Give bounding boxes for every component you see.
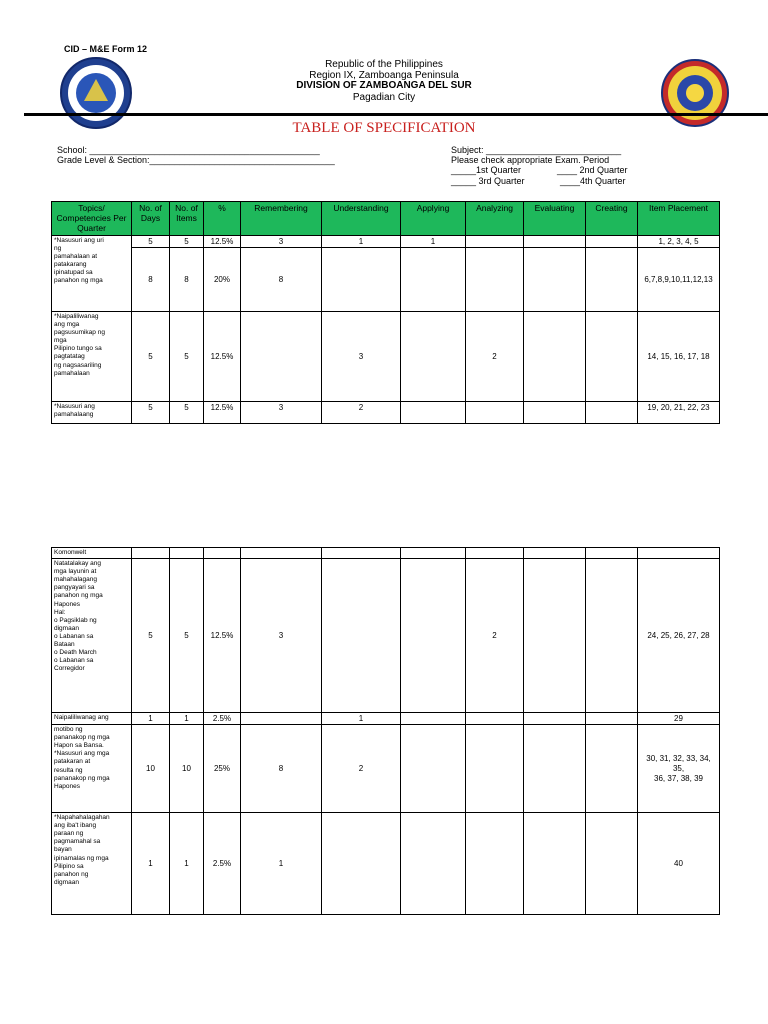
understanding-cell: 3 xyxy=(322,312,401,402)
header-city: Pagadian City xyxy=(352,92,416,103)
evaluating-cell xyxy=(524,548,586,559)
applying-cell: 1 xyxy=(401,236,466,248)
evaluating-cell xyxy=(524,559,586,713)
header-region: Region IX, Zamboanga Peninsula xyxy=(309,70,459,81)
placement-cell: 6,7,8,9,10,11,12,13 xyxy=(638,248,720,312)
days-cell: 8 xyxy=(132,248,170,312)
creating-cell xyxy=(586,402,638,424)
analyzing-cell xyxy=(466,402,524,424)
remembering-cell: 1 xyxy=(241,813,322,915)
col-analyzing: Analyzing xyxy=(466,202,524,236)
understanding-cell: 1 xyxy=(322,713,401,725)
days-cell: 5 xyxy=(132,559,170,713)
days-cell: 5 xyxy=(132,312,170,402)
analyzing-cell xyxy=(466,813,524,915)
topic-cell: motibo ng pananakop ng mga Hapon sa Bansa. *Nasusuri ang mga patakaran at resulta ng pananakop ng mga Hapones xyxy=(52,725,132,813)
analyzing-cell xyxy=(466,725,524,813)
analyzing-cell xyxy=(466,236,524,248)
applying-cell xyxy=(401,725,466,813)
items-cell xyxy=(170,548,204,559)
remembering-cell: 3 xyxy=(241,402,322,424)
table-row xyxy=(52,236,720,248)
items-cell: 5 xyxy=(170,236,204,248)
placement-cell: 30, 31, 32, 33, 34, 35, 36, 37, 38, 39 xyxy=(638,725,720,813)
placement-cell: 19, 20, 21, 22, 23 xyxy=(638,402,720,424)
school-field: School: ______________________________________________ xyxy=(57,145,320,155)
grade-section-field: Grade Level & Section:_____________________________________ xyxy=(57,155,335,165)
table-row xyxy=(52,559,720,713)
creating-cell xyxy=(586,236,638,248)
applying-cell xyxy=(401,248,466,312)
days-cell: 10 xyxy=(132,725,170,813)
table-row xyxy=(52,248,720,312)
table-row xyxy=(52,713,720,725)
header-divider xyxy=(24,113,768,116)
remembering-cell xyxy=(241,312,322,402)
page-title: TABLE OF SPECIFICATION xyxy=(292,120,476,136)
analyzing-cell: 2 xyxy=(466,312,524,402)
percent-cell: 20% xyxy=(204,248,241,312)
creating-cell xyxy=(586,725,638,813)
remembering-cell: 8 xyxy=(241,248,322,312)
evaluating-cell xyxy=(524,402,586,424)
understanding-cell xyxy=(322,548,401,559)
items-cell: 1 xyxy=(170,813,204,915)
remembering-cell xyxy=(241,548,322,559)
col-remembering: Remembering xyxy=(241,202,322,236)
topic-cell: Komonwelt xyxy=(52,548,132,559)
creating-cell xyxy=(586,713,638,725)
applying-cell xyxy=(401,813,466,915)
col-days: No. of Days xyxy=(132,202,170,236)
topic-cell: *Naipaliliwanag ang mga pagsusumikap ng mga Pilipino tungo sa pagtatatag ng nagsasariling pamahalaan xyxy=(52,312,132,402)
items-cell: 5 xyxy=(170,402,204,424)
percent-cell: 12.5% xyxy=(204,559,241,713)
col-percent: % xyxy=(204,202,241,236)
items-cell: 5 xyxy=(170,559,204,713)
applying-cell xyxy=(401,312,466,402)
evaluating-cell xyxy=(524,813,586,915)
header-division: DIVISION OF ZAMBOANGA DEL SUR xyxy=(296,80,472,91)
quarter-3-option: _____ 3rd Quarter xyxy=(451,176,525,186)
topic-cell: *Napahahalagahan ang iba't ibang paraan ng pagmamahal sa bayan ipinamalas ng mga Pilipino sa panahon ng digmaan xyxy=(52,813,132,915)
specification-table-1 xyxy=(51,201,720,424)
evaluating-cell xyxy=(524,236,586,248)
table-row xyxy=(52,312,720,402)
understanding-cell: 1 xyxy=(322,236,401,248)
items-cell: 8 xyxy=(170,248,204,312)
remembering-cell: 3 xyxy=(241,559,322,713)
understanding-cell xyxy=(322,559,401,713)
items-cell: 5 xyxy=(170,312,204,402)
percent-cell: 2.5% xyxy=(204,713,241,725)
days-cell xyxy=(132,548,170,559)
analyzing-cell xyxy=(466,548,524,559)
placement-cell: 24, 25, 26, 27, 28 xyxy=(638,559,720,713)
evaluating-cell xyxy=(524,713,586,725)
table-row xyxy=(52,548,720,559)
table-row xyxy=(52,813,720,915)
percent-cell: 12.5% xyxy=(204,236,241,248)
col-evaluating: Evaluating xyxy=(524,202,586,236)
placement-cell xyxy=(638,548,720,559)
days-cell: 1 xyxy=(132,813,170,915)
placement-cell: 40 xyxy=(638,813,720,915)
understanding-cell: 2 xyxy=(322,402,401,424)
quarter-2-option: ____ 2nd Quarter xyxy=(557,165,628,175)
topic-cell: *Nasusuri ang uri ng pamahalaan at patakarang ipinatupad sa panahon ng mga xyxy=(52,236,132,312)
placement-cell: 1, 2, 3, 4, 5 xyxy=(638,236,720,248)
applying-cell xyxy=(401,559,466,713)
col-items: No. of Items xyxy=(170,202,204,236)
col-applying: Applying xyxy=(401,202,466,236)
form-code: CID – M&E Form 12 xyxy=(64,44,148,54)
items-cell: 10 xyxy=(170,725,204,813)
creating-cell xyxy=(586,312,638,402)
header-republic: Republic of the Philippines xyxy=(325,59,443,70)
col-creating: Creating xyxy=(586,202,638,236)
days-cell: 5 xyxy=(132,236,170,248)
items-cell: 1 xyxy=(170,713,204,725)
analyzing-cell xyxy=(466,713,524,725)
table-row xyxy=(52,725,720,813)
days-cell: 5 xyxy=(132,402,170,424)
col-understanding: Understanding xyxy=(322,202,401,236)
topic-cell: Natatalakay ang mga layunin at mahahalagang pangyayari sa panahon ng mga Hapones Hal: o Pagsiklab ng digmaan o Labanan sa Bataan o Death March o Labanan sa Corregidor xyxy=(52,559,132,713)
percent-cell: 12.5% xyxy=(204,312,241,402)
remembering-cell xyxy=(241,713,322,725)
creating-cell xyxy=(586,813,638,915)
applying-cell xyxy=(401,548,466,559)
percent-cell: 25% xyxy=(204,725,241,813)
understanding-cell xyxy=(322,813,401,915)
analyzing-cell xyxy=(466,248,524,312)
col-topics: Topics/ Competencies Per Quarter xyxy=(52,202,132,236)
applying-cell xyxy=(401,713,466,725)
quarter-4-option: ____4th Quarter xyxy=(560,176,626,186)
exam-period-label: Please check appropriate Exam. Period xyxy=(451,155,610,165)
remembering-cell: 3 xyxy=(241,236,322,248)
table-row xyxy=(52,402,720,424)
topic-cell: *Nasusuri ang pamahalaang xyxy=(52,402,132,424)
quarter-1-option: _____1st Quarter xyxy=(451,165,522,175)
understanding-cell xyxy=(322,248,401,312)
analyzing-cell: 2 xyxy=(466,559,524,713)
remembering-cell: 8 xyxy=(241,725,322,813)
percent-cell: 2.5% xyxy=(204,813,241,915)
subject-field: Subject: ___________________________ xyxy=(451,145,622,155)
applying-cell xyxy=(401,402,466,424)
evaluating-cell xyxy=(524,312,586,402)
understanding-cell: 2 xyxy=(322,725,401,813)
placement-cell: 29 xyxy=(638,713,720,725)
topic-cell: Naipaliliwanag ang xyxy=(52,713,132,725)
specification-table-2 xyxy=(51,547,720,915)
creating-cell xyxy=(586,548,638,559)
creating-cell xyxy=(586,248,638,312)
creating-cell xyxy=(586,559,638,713)
evaluating-cell xyxy=(524,725,586,813)
evaluating-cell xyxy=(524,248,586,312)
placement-cell: 14, 15, 16, 17, 18 xyxy=(638,312,720,402)
col-item-placement: Item Placement xyxy=(638,202,720,236)
percent-cell xyxy=(204,548,241,559)
percent-cell: 12.5% xyxy=(204,402,241,424)
days-cell: 1 xyxy=(132,713,170,725)
